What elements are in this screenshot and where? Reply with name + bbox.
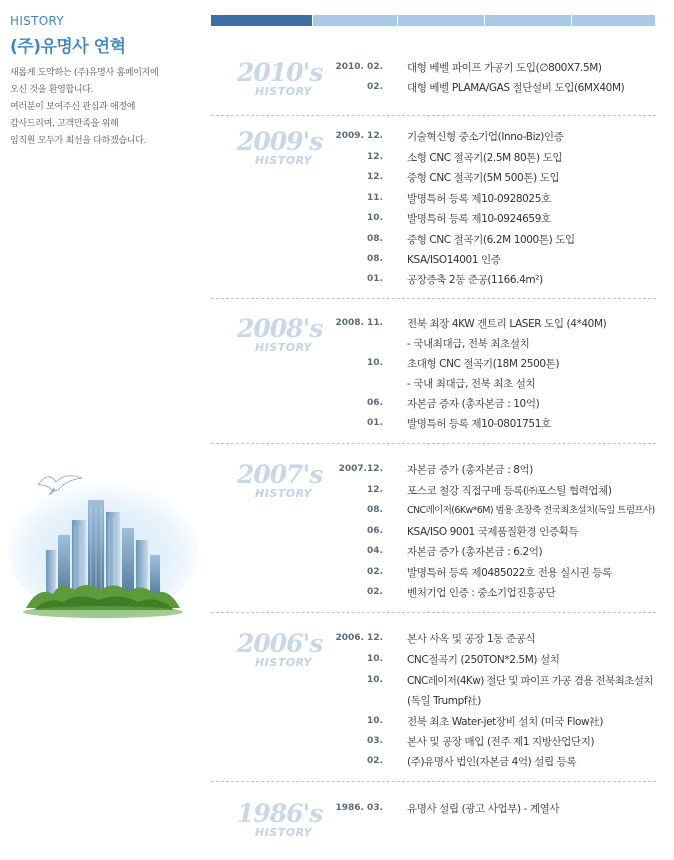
year-heading: 2007's (237, 460, 323, 489)
year-heading: 2010's (237, 58, 323, 87)
history-entry (211, 714, 656, 735)
history-entry (211, 356, 656, 377)
history-entry (211, 211, 656, 232)
history-entry (211, 336, 656, 357)
entry-date: 2007.12. (338, 464, 383, 474)
section-divider (211, 298, 656, 299)
entry-text: 본사 사옥 및 공장 1동 준공식 (407, 633, 536, 645)
section-divider (211, 443, 656, 444)
intro-line: 새롭게 도약하는 (주)유명사 홈페이지에 (10, 68, 159, 78)
bar-segment (211, 15, 312, 26)
entry-text: 중형 CNC 절곡기(5M 500톤) 도입 (407, 172, 560, 184)
year-heading: 2008's (237, 314, 323, 343)
year-history-label: HISTORY (255, 826, 313, 839)
entry-date: 2010. 02. (335, 62, 383, 72)
entry-text: 유명사 설립 (광고 사업부) - 계열사 (407, 803, 560, 815)
entry-date: 08. (367, 505, 383, 515)
entry-text: 자본금 증가 (총자본금 : 8억) (407, 464, 533, 476)
history-entry (211, 129, 656, 150)
entry-date: 12. (367, 152, 383, 162)
bar-segment (485, 15, 571, 26)
year-heading: 1986's (237, 799, 323, 828)
entry-text: 포스코 철강 직접구매 등록(㈜포스틸 협력업체) (407, 485, 612, 497)
history-entry (211, 693, 656, 714)
year-history-label: HISTORY (255, 656, 313, 669)
entry-text: - 국내최대급, 전북 최초설치 (407, 338, 530, 350)
entry-text: 대형 베벨 파이프 가공기 도입(∅800X7.5M) (407, 62, 602, 74)
intro-line: 오신 것을 환영합니다. (10, 85, 94, 95)
history-entry (211, 191, 656, 212)
history-entry (211, 150, 656, 171)
year-heading: 2009's (237, 127, 323, 156)
bar-segment (398, 15, 484, 26)
history-entry (211, 754, 656, 775)
entry-date: 06. (367, 526, 383, 536)
entry-text: 발명특허 등록 제10-0928025호 (407, 193, 551, 205)
entry-text: CNC레이저(6Kw*6M) 범용 초장축 전국최초설치(독일 트럼프사) (407, 505, 655, 516)
intro-text (10, 65, 200, 150)
entry-text: CNC레이저(4Kw) 절단 및 파이프 가공 겸용 전북최초설치 (407, 675, 653, 687)
year-heading: 2006's (237, 629, 323, 658)
section-eyebrow: HISTORY (10, 14, 64, 28)
bar-segment (572, 15, 655, 26)
entry-text: 발명특허 등록 제10-0924659호 (407, 213, 551, 225)
entry-date: 04. (367, 546, 383, 556)
history-entry (211, 416, 656, 437)
entry-text: 초대형 CNC 절곡기(18M 2500톤) (407, 358, 560, 370)
entry-date: 01. (367, 274, 383, 284)
entry-text: KSA/ISO 9001 국제품질환경 인증획득 (407, 526, 579, 538)
history-entry (211, 396, 656, 417)
entry-text: 소형 CNC 절곡기(2.5M 80톤) 도입 (407, 152, 563, 164)
history-entry (211, 585, 656, 606)
entry-date: 2009. 12. (335, 131, 383, 141)
history-entry (211, 376, 656, 397)
top-color-bar (211, 15, 656, 26)
entry-date: 06. (367, 398, 383, 408)
history-entry (211, 673, 656, 694)
entry-date: 1986. 03. (335, 803, 383, 813)
history-entry (211, 801, 656, 822)
entry-date: 10. (367, 675, 383, 685)
entry-date: 02. (367, 567, 383, 577)
entry-text: 대형 베벨 PLAMA/GAS 절단설비 도입(6MX40M) (407, 82, 625, 94)
history-entry (211, 80, 656, 101)
entry-date: 12. (367, 172, 383, 182)
entry-text: 전북 최장 4KW 겐트리 LASER 도입 (4*40M) (407, 318, 607, 330)
entry-date: 08. (367, 254, 383, 264)
entry-date: 2008. 11. (335, 318, 383, 328)
history-entry (211, 544, 656, 565)
entry-text: 기술혁신형 중소기업(Inno-Biz)인증 (407, 131, 564, 143)
history-entry (211, 316, 656, 337)
entry-date: 10. (367, 358, 383, 368)
city-skyline-illustration (8, 440, 198, 620)
history-entry (211, 524, 656, 545)
entry-date: 10. (367, 716, 383, 726)
entry-date: 12. (367, 485, 383, 495)
year-history-label: HISTORY (255, 85, 313, 98)
entry-text: KSA/ISO14001 인증 (407, 254, 501, 266)
entry-text: - 국내 최대급, 전북 최초 설치 (407, 378, 536, 390)
entry-date: 2006. 12. (335, 633, 383, 643)
intro-line: 여러분이 보여주신 관심과 애정에 (10, 102, 136, 112)
entry-date: 08. (367, 234, 383, 244)
year-history-label: HISTORY (255, 341, 313, 354)
page-title: (주)유명사 연혁 (10, 37, 126, 57)
section-divider (211, 115, 656, 116)
section-divider (211, 781, 656, 782)
entry-text: (독일 Trumpf社) (407, 695, 481, 707)
history-entry (211, 503, 656, 524)
entry-date: 10. (367, 213, 383, 223)
history-entry (211, 232, 656, 253)
intro-line: 감사드리며, 고객만족을 위해 (10, 119, 119, 129)
entry-text: 본사 및 공장 매입 (전주 제1 지방산업단지) (407, 736, 595, 748)
entry-text: 전북 최초 Water-jet장비 설치 (미국 Flow社) (407, 716, 604, 728)
history-entry (211, 170, 656, 191)
entry-text: 중형 CNC 절곡기(6.2M 1000톤) 도입 (407, 234, 575, 246)
entry-text: CNC절곡기 (250TON*2.5M) 설치 (407, 654, 560, 666)
entry-text: (주)유명사 법인(자본금 4억) 설립 등록 (407, 756, 577, 768)
entry-date: 02. (367, 756, 383, 766)
history-entry (211, 652, 656, 673)
section-divider (211, 612, 656, 613)
entry-date: 02. (367, 587, 383, 597)
entry-date: 03. (367, 736, 383, 746)
entry-date: 10. (367, 654, 383, 664)
entry-text: 벤처기업 인증 : 중소기업진흥공단 (407, 587, 556, 599)
history-entry (211, 60, 656, 81)
entry-text: 발명특허 등록 제0485022호 전용 실시권 등록 (407, 567, 612, 579)
history-entry (211, 462, 656, 483)
history-entry (211, 565, 656, 586)
intro-line: 임직원 모두가 최선을 다하겠습니다. (10, 136, 147, 146)
entry-text: 발명특허 등록 제10-0801751호 (407, 418, 551, 430)
bar-segment (313, 15, 397, 26)
year-history-label: HISTORY (255, 487, 313, 500)
entry-text: 자본금 증자 (총자본금 : 10억) (407, 398, 540, 410)
history-entry (211, 483, 656, 504)
entry-date: 02. (367, 82, 383, 92)
history-entry (211, 272, 656, 293)
history-entry (211, 631, 656, 652)
history-entry (211, 734, 656, 755)
entry-text: 자본금 증가 (총자본금 : 6.2억) (407, 546, 543, 558)
entry-text: 공장증축 2동 준공(1166.4m²) (407, 274, 543, 286)
year-history-label: HISTORY (255, 154, 313, 167)
history-entry (211, 252, 656, 273)
entry-date: 11. (367, 193, 383, 203)
entry-date: 01. (367, 418, 383, 428)
